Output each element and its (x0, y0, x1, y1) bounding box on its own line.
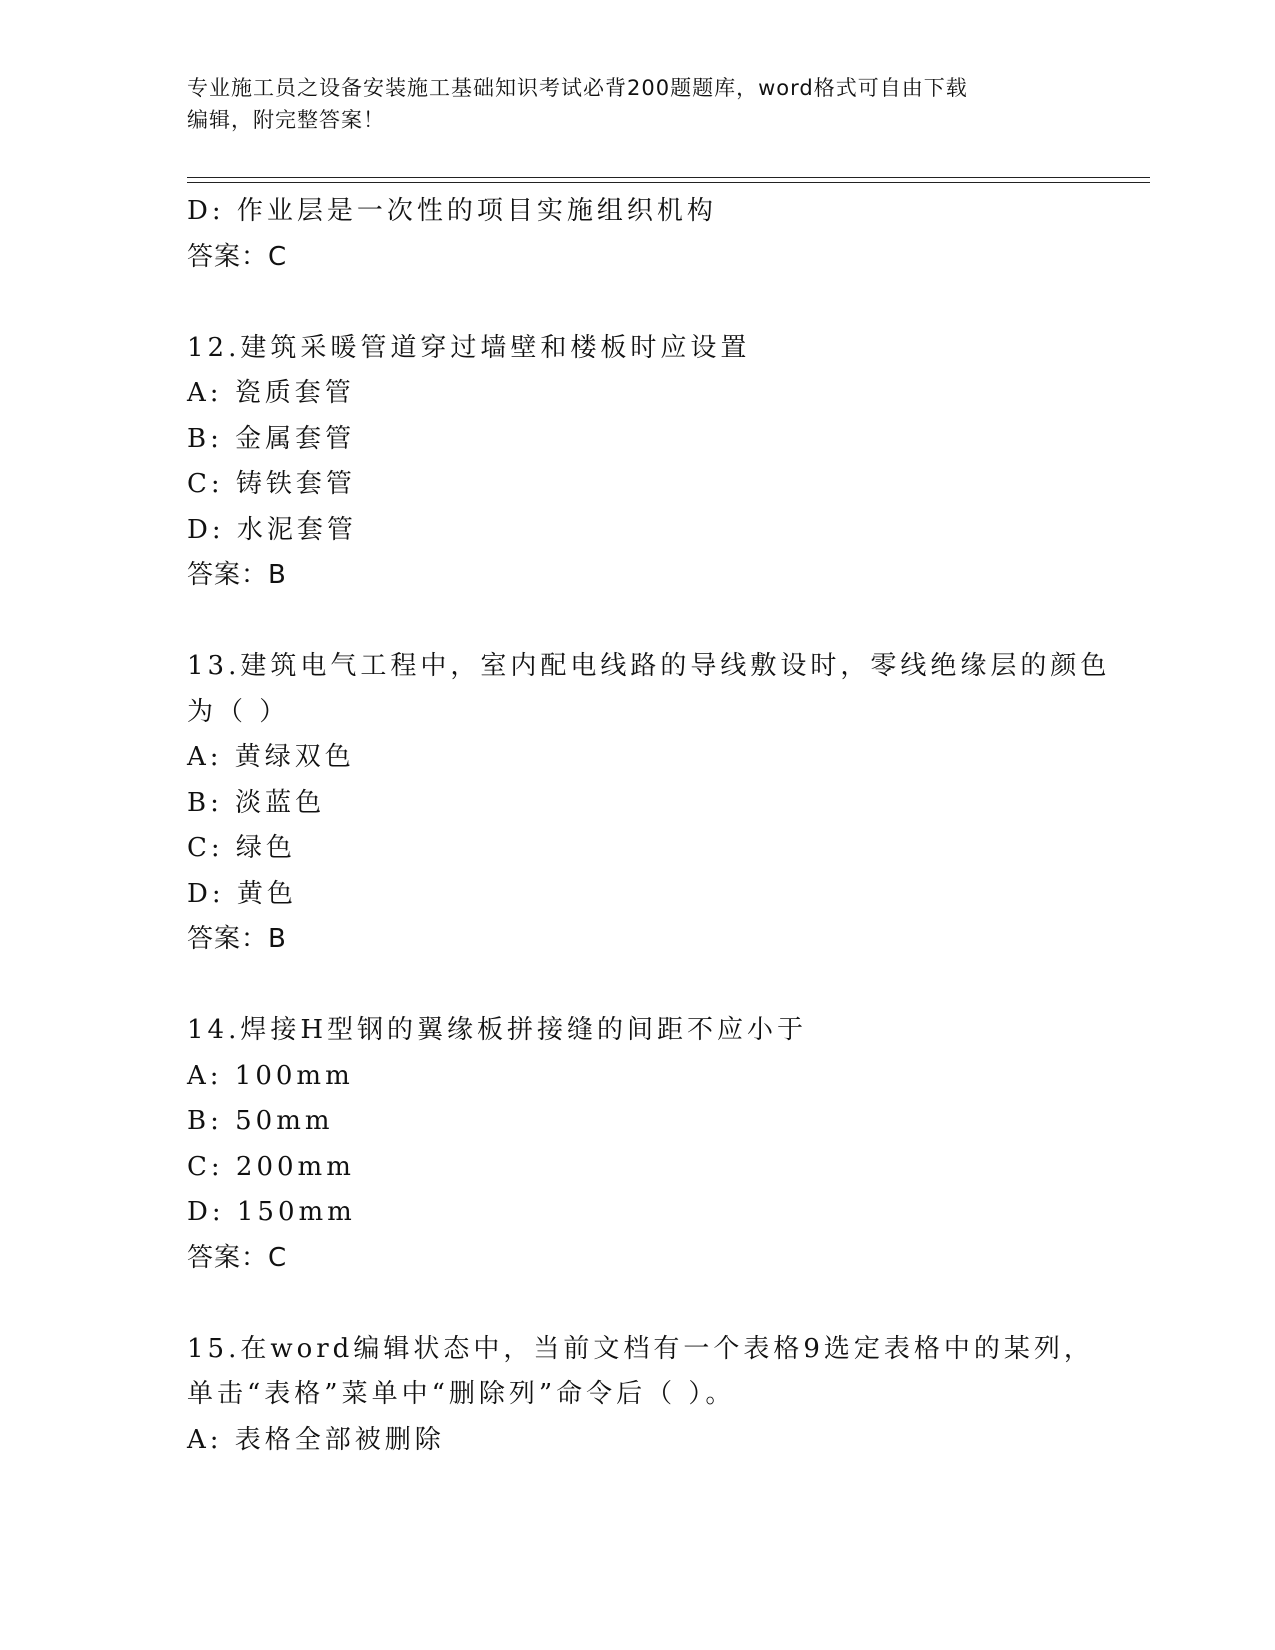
option-line: A: 100mm (187, 1060, 354, 1091)
question-text: 13.建筑电气工程中，室内配电线路的导线敷设时，零线绝缘层的颜色 (187, 651, 1111, 681)
answer-line: 答案：C (187, 1242, 288, 1273)
question-text: 单击“表格”菜单中“删除列”命令后（ ）。 (187, 1379, 736, 1409)
question-text: 12.建筑采暖管道穿过墙壁和楼板时应设置 (187, 332, 751, 363)
option-line: B: 淡蓝色 (187, 787, 326, 818)
option-line: B: 50mm (187, 1106, 334, 1136)
option-line: C: 绿色 (187, 833, 296, 863)
option-line: C: 铸铁套管 (187, 469, 356, 499)
spacer (187, 1281, 1087, 1327)
option-line: B: 金属套管 (187, 423, 356, 454)
question-text: 为（ ） (187, 696, 290, 727)
option-line: A: 表格全部被删除 (187, 1424, 445, 1455)
spacer (187, 599, 1087, 645)
question-text: 14.焊接H型钢的翼缘板拼接缝的间距不应小于 (187, 1015, 808, 1045)
option-line: A: 瓷质套管 (187, 378, 355, 408)
answer-line: 答案：C (187, 241, 288, 272)
option-line: D: 黄色 (187, 878, 297, 909)
option-line: D: 水泥套管 (187, 514, 357, 545)
option-line: D: 150mm (187, 1197, 356, 1227)
question-list (187, 189, 1111, 1463)
answer-line: 答案：B (187, 924, 287, 954)
option-line: A: 黄绿双色 (187, 742, 355, 772)
option-line: D: 作业层是一次性的项目实施组织机构 (187, 196, 717, 226)
option-line: C: 200mm (187, 1151, 355, 1182)
header-divider-top (187, 177, 1150, 178)
document-header (187, 72, 1067, 136)
spacer (187, 963, 1087, 1009)
answer-line: 答案：B (187, 560, 287, 590)
header-title-line-1: 专业施工员之设备安装施工基础知识考试必背200题题库，word格式可自由下载 (187, 76, 968, 100)
header-divider-bottom (187, 182, 1150, 183)
question-text: 15.在word编辑状态中，当前文档有一个表格9选定表格中的某列， (187, 1333, 1094, 1364)
header-title-line-2: 编辑，附完整答案！ (187, 108, 385, 132)
spacer (187, 280, 1087, 326)
